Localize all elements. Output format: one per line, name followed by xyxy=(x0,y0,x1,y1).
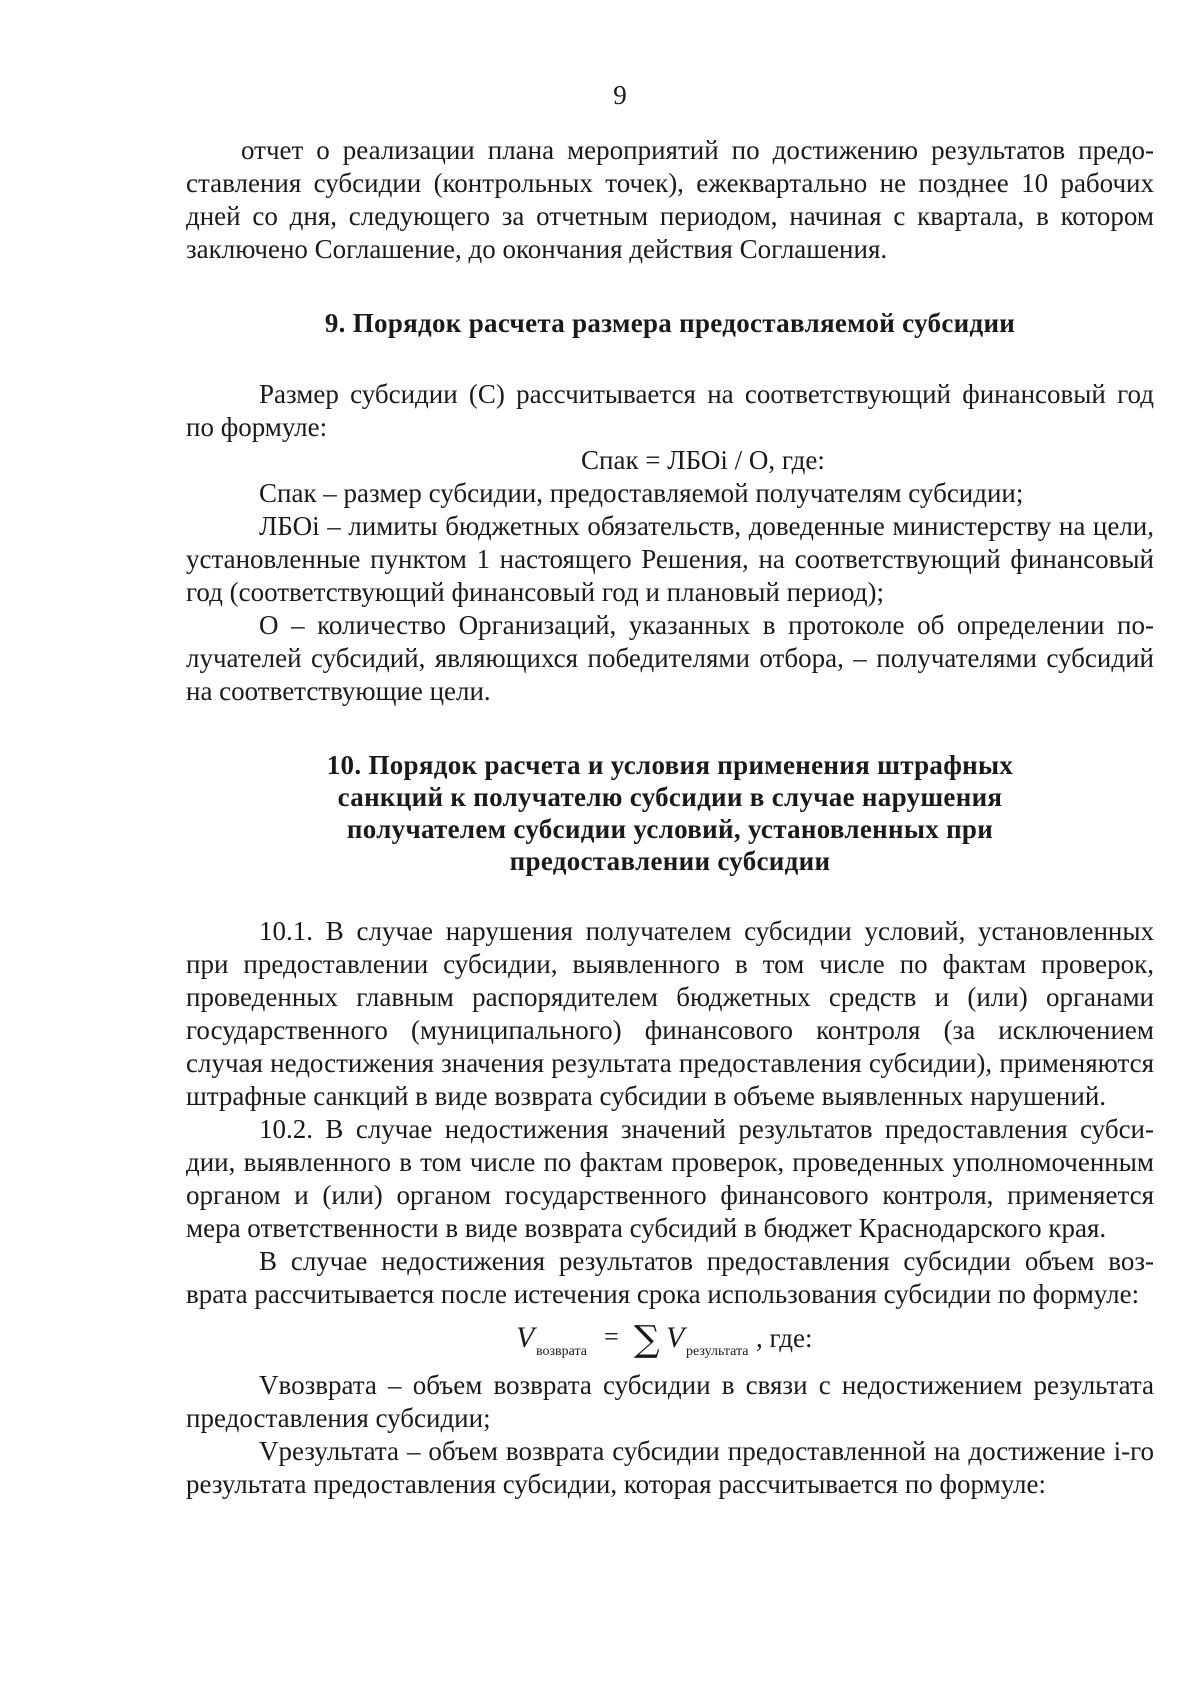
section-10-heading-line-4: предоставлении субсидии xyxy=(509,846,831,876)
formula-tail: , где: xyxy=(756,1323,813,1353)
intro-paragraph: отчет о реализации плана мероприятий по достижению результатов предоставления субсидии (контрольных точек), ежеквартально не позднее 10 рабочих дней со дня, следующего за отчетным периодом, начиная с квартала, в котором заключено Соглашение, до окончания действия Соглашения. xyxy=(186,135,1154,264)
section-10-heading-line-3: получателем субсидии условий, установленных при xyxy=(346,814,994,844)
section-10-paragraph-3: В случае недостижения результатов предоставления субсидии объем возврата рассчитывается после истечения срока использования субсидии по формуле: xyxy=(186,1246,1154,1309)
section-10-paragraph-1: 10.1. В случае нарушения получателем субсидии условий, установленных при предоставлении субсидии, выявленного в том числе по фактам проверок, проведенных главным распорядителем бюджетных средств и (или) органами государственного (муниципального) финансового контроля (за исключением случая недостижения значения результата предоставления субсидии), применяются штрафные санкций в виде возврата субсидии в объеме выявленных нарушений. xyxy=(186,916,1154,1111)
formula-sub-left: возврата xyxy=(536,1344,588,1359)
section-9-paragraph-3: ЛБОi – лимиты бюджетных обязательств, доведенные министерству на цели, установленные пунктом 1 настоящего Решения, на соответствующий финансовый год (соответствующий финансовый год и плановый период); xyxy=(186,511,1154,607)
formula-v-return-svg xyxy=(516,1313,836,1369)
formula-sub-right: результата xyxy=(686,1344,749,1359)
section-10-heading xyxy=(186,749,1154,877)
formula-sigma: ∑ xyxy=(634,1319,660,1360)
section-10-paragraph-5: Vрезультата – объем возврата субсидии предоставленной на достижение i-го результата предоставления субсидии, которая рассчитывается по формуле: xyxy=(186,1436,1154,1499)
section-10-paragraph-4: Vвозврата – объем возврата субсидии в связи с недостижением результата предоставления субсидии; xyxy=(186,1370,1154,1433)
formula-spak: Спак = ЛБОi / О, где: xyxy=(581,445,825,475)
section-9-paragraph-1: Размер субсидии (С) рассчитывается на соответствующий финансовый год по формуле: xyxy=(186,379,1154,442)
section-9-paragraph-4: О – количество Организаций, указанных в протоколе об определении получателей субсидий, являющихся победителями отбора, – получателями субсидий на соответствующие цели. xyxy=(186,610,1154,706)
section-10-heading-line-1: 10. Порядок расчета и условия применения штрафных xyxy=(326,750,1014,780)
formula-v-left: V xyxy=(516,1321,535,1354)
page-number: 9 xyxy=(613,80,627,110)
formula-v-return xyxy=(186,1313,1154,1369)
section-9-paragraph-2: Спак – размер субсидии, предоставляемой получателям субсидии; xyxy=(259,478,1024,508)
formula-v-right: V xyxy=(666,1321,685,1354)
formula-equals: = xyxy=(604,1322,619,1351)
section-10-heading-line-2: санкций к получателю субсидии в случае нарушения xyxy=(337,782,1003,812)
document-body xyxy=(186,130,1154,1501)
section-10-paragraph-2: 10.2. В случае недостижения значений результатов предоставления субсидии, выявленного в том числе по фактам проверок, проведенных уполномоченным органом и (или) органом государственного финансового контроля, применяется мера ответственности в виде возврата субсидий в бюджет Краснодарского края. xyxy=(186,1114,1154,1243)
section-9-heading: 9. Порядок расчета размера предоставляемой субсидии xyxy=(324,308,1016,338)
